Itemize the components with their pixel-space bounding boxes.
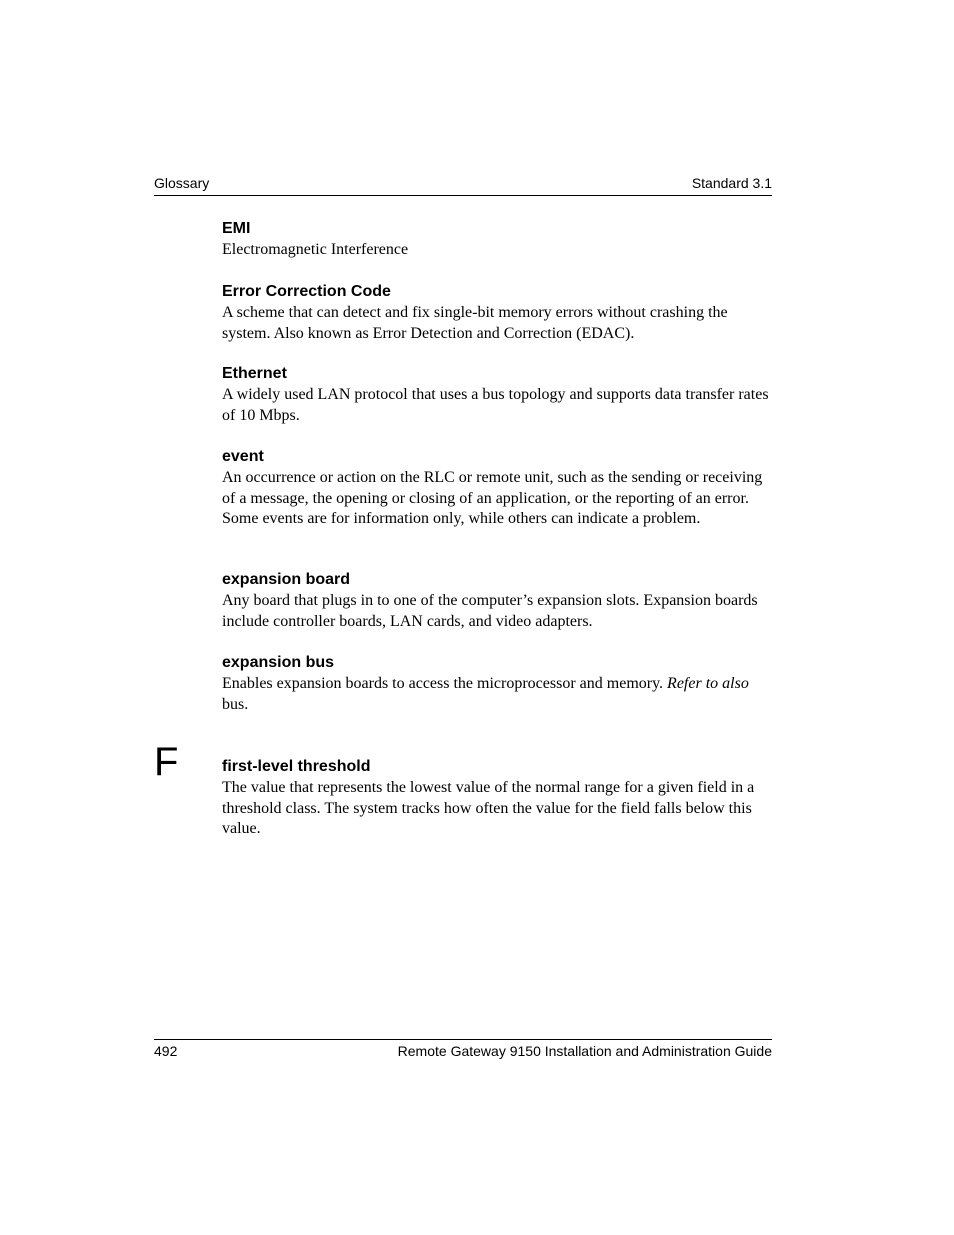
header-section: Glossary	[154, 175, 210, 191]
glossary-entry	[222, 570, 774, 632]
glossary-definition	[222, 674, 774, 715]
glossary-entry	[222, 364, 774, 426]
glossary-definition: A widely used LAN protocol that uses a bus topology and supports data transfer rates of 10 Mbps.	[222, 386, 769, 424]
glossary-definition: An occurrence or action on the RLC or remote unit, such as the sending or receiving of a message, the opening or closing of an application, or the reporting of an error. Some events are for information only, while others can indicate a problem.	[222, 469, 763, 527]
page-footer	[154, 1039, 772, 1062]
page-number: 492	[154, 1043, 178, 1059]
glossary-entry	[222, 757, 774, 840]
glossary-entry	[222, 282, 774, 344]
glossary-entry	[222, 219, 774, 261]
document-title: Remote Gateway 9150 Installation and Administration Guide	[397, 1043, 772, 1059]
glossary-term: Ethernet	[222, 365, 287, 382]
glossary-definition: The value that represents the lowest value of the normal range for a given field in a threshold class. The system tracks how often the value for the field falls below this value.	[222, 779, 755, 837]
glossary-term: event	[222, 448, 264, 465]
glossary-term: expansion board	[222, 571, 351, 588]
glossary-entry	[222, 653, 774, 715]
header-version: Standard 3.1	[691, 175, 772, 191]
glossary-definition: Any board that plugs in to one of the computer’s expansion slots. Expansion boards include controller boards, LAN cards, and video adapters.	[222, 592, 758, 630]
glossary-definition: Electromagnetic Interference	[222, 241, 409, 258]
section-letter: F	[154, 740, 179, 784]
glossary-term: expansion bus	[222, 654, 335, 671]
cross-reference-target: bus.	[222, 695, 249, 713]
glossary-definition: A scheme that can detect and fix single-bit memory errors without crashing the system. Also known as Error Detection and Correction (EDAC).	[222, 304, 728, 342]
glossary-term: EMI	[222, 220, 251, 237]
page-header	[154, 175, 772, 196]
glossary-term: first-level threshold	[222, 758, 371, 775]
cross-reference-label: Refer to also	[667, 675, 749, 692]
glossary-term: Error Correction Code	[222, 283, 391, 300]
definition-text: Enables expansion boards to access the microprocessor and memory.	[222, 675, 668, 692]
glossary-entry	[222, 447, 774, 530]
